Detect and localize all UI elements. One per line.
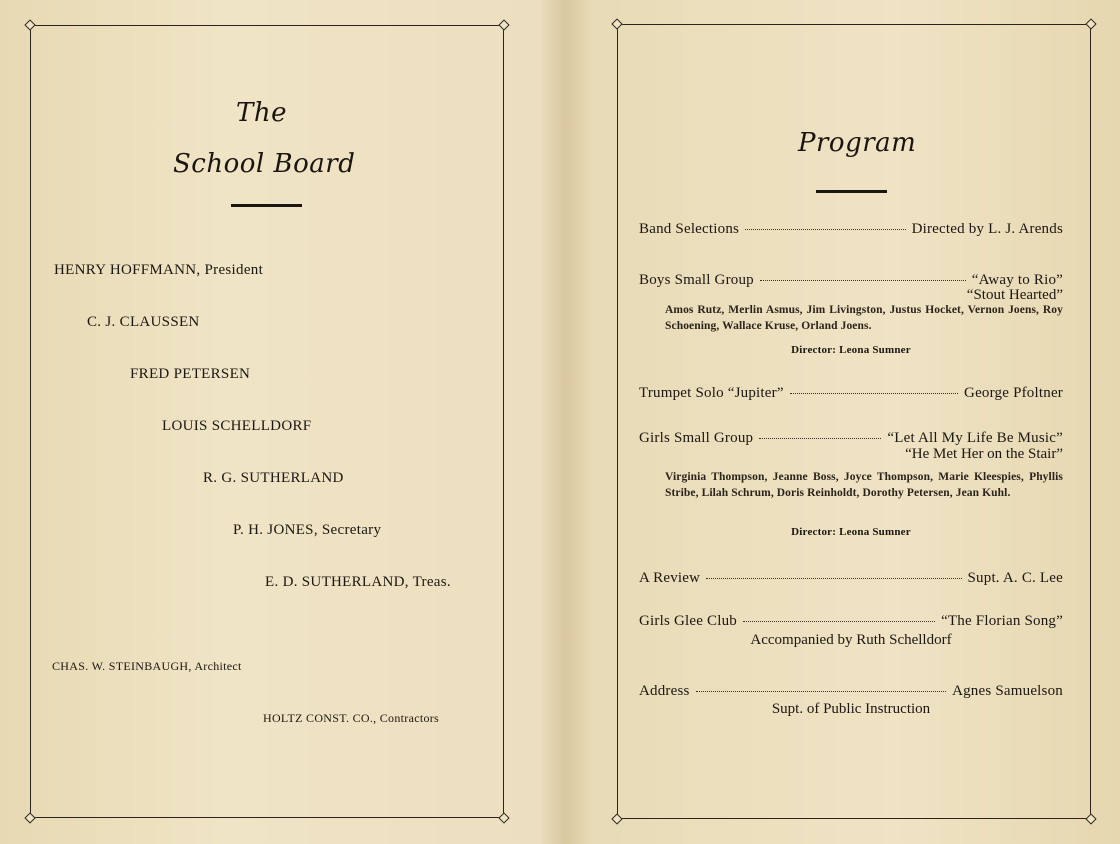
board-member: LOUIS SCHELLDORF — [162, 418, 312, 434]
corner-ornament — [24, 812, 35, 823]
program-item-label: Band Selections — [639, 221, 740, 237]
architect-credit: CHAS. W. STEINBAUGH, Architect — [52, 659, 242, 673]
program-item-label: Trumpet Solo “Jupiter” — [639, 385, 784, 401]
performer-roster: Virginia Thompson, Jeanne Boss, Joyce Thompson, Marie Kleespies, Phyllis Stribe, Lilah Schrum, Doris Reinholdt, Dorothy Petersen, Jean Kuhl. — [665, 471, 1063, 499]
program-item-label: Girls Glee Club — [639, 613, 737, 629]
program-item-song: “Away to Rio” — [971, 272, 1063, 288]
corner-ornament — [611, 18, 622, 29]
board-member: E. D. SUTHERLAND, Treas. — [265, 574, 451, 590]
dot-leader — [790, 393, 958, 394]
program-item — [639, 613, 1063, 630]
school-board-title: School Board — [173, 149, 356, 179]
board-member: C. J. CLAUSSEN — [87, 314, 200, 330]
board-member: HENRY HOFFMANN, President — [54, 262, 264, 278]
program-item — [639, 430, 1063, 447]
accompanist-credit: Accompanied by Ruth Schelldorf — [750, 632, 952, 648]
dot-leader — [743, 621, 935, 622]
corner-ornament — [1085, 18, 1096, 29]
program-item — [639, 570, 1063, 587]
corner-ornament — [611, 813, 622, 824]
director-credit: Director: Leona Sumner — [791, 344, 911, 356]
program-item-song: “The Florian Song” — [941, 613, 1063, 629]
speaker-title: Supt. of Public Instruction — [771, 701, 931, 717]
performer-roster: Amos Rutz, Merlin Asmus, Jim Livingston, Justus Hocket, Vernon Joens, Roy Schoening, Wallace Kruse, Orland Joens. — [665, 304, 1063, 332]
program-item-performer: Supt. A. C. Lee — [967, 570, 1063, 586]
program-item-label: Girls Small Group — [639, 430, 754, 446]
dot-leader — [706, 578, 961, 579]
dot-leader — [696, 691, 947, 692]
program-item-performer: Agnes Samuelson — [952, 683, 1063, 699]
title-rule — [816, 190, 887, 193]
program-item-song: “Stout Hearted” — [966, 287, 1063, 303]
dot-leader — [760, 280, 966, 281]
program-item — [639, 385, 1063, 402]
program-title: Program — [798, 128, 917, 158]
program-item-song: “He Met Her on the Stair” — [905, 446, 1063, 462]
dot-leader — [745, 229, 905, 230]
corner-ornament — [498, 19, 509, 30]
program-item-label: Address — [639, 683, 690, 699]
corner-ornament — [498, 812, 509, 823]
program-item — [639, 683, 1063, 700]
dot-leader — [759, 438, 881, 439]
contractors-credit: HOLTZ CONST. CO., Contractors — [263, 711, 440, 725]
program-item-performer: George Pfoltner — [964, 385, 1063, 401]
board-member: FRED PETERSEN — [130, 366, 251, 382]
board-member: R. G. SUTHERLAND — [203, 470, 344, 486]
program-item-song: “Let All My Life Be Music” — [887, 430, 1063, 446]
board-member: P. H. JONES, Secretary — [233, 522, 382, 538]
school-board-title-the: The — [236, 98, 287, 128]
corner-ornament — [24, 19, 35, 30]
program-item — [639, 221, 1063, 238]
program-item-performer: Directed by L. J. Arends — [911, 221, 1063, 237]
program-item-label: Boys Small Group — [639, 272, 754, 288]
title-rule — [231, 204, 302, 207]
program-item-label: A Review — [639, 570, 701, 586]
director-credit: Director: Leona Sumner — [791, 526, 911, 538]
corner-ornament — [1085, 813, 1096, 824]
